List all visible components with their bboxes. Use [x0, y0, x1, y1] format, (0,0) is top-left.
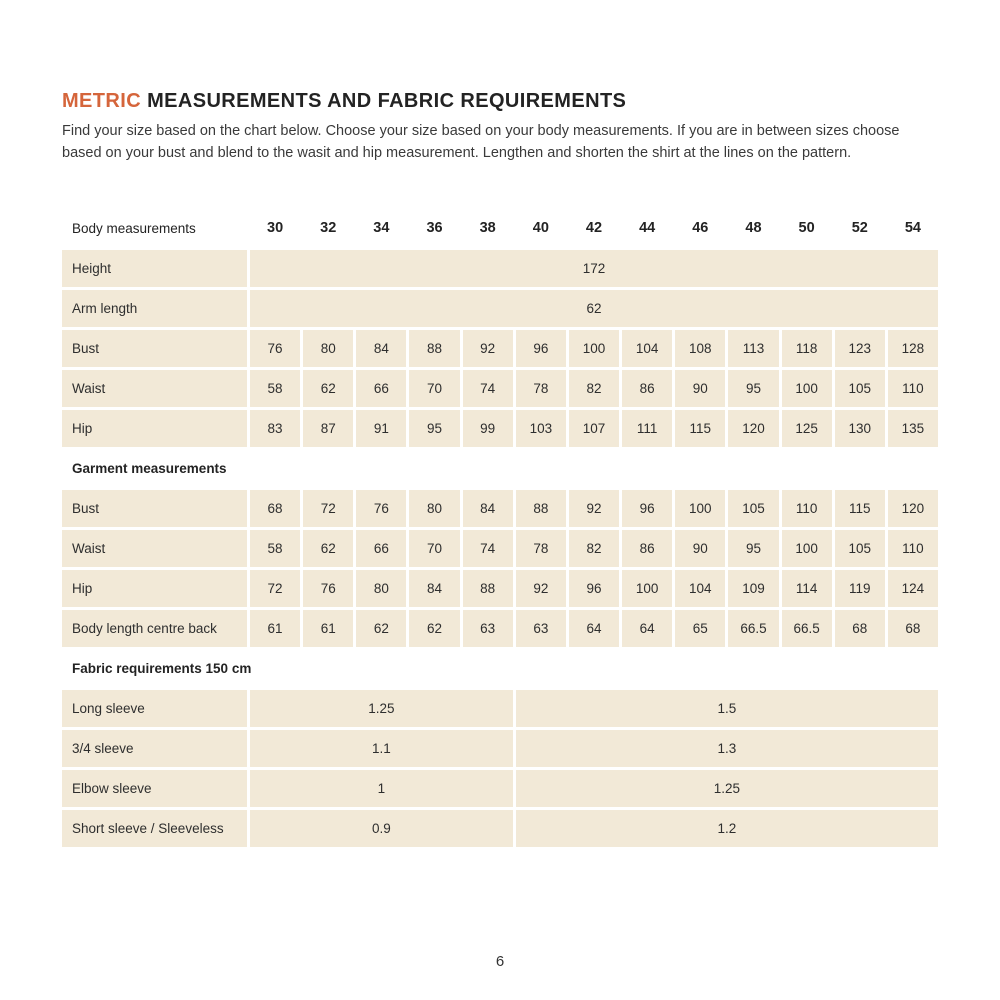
body-hip-value: 130	[835, 410, 885, 447]
page-title	[62, 90, 938, 113]
size-header-54: 54	[904, 220, 921, 236]
body-bust-value: 128	[888, 330, 938, 367]
garment-waist-value: 66	[356, 530, 406, 567]
three-quarter-sleeve-small-sizes-value: 1.1	[250, 730, 513, 767]
size-header-38: 38	[479, 220, 496, 236]
body-waist-value: 110	[888, 370, 938, 407]
garment-hip-value: 100	[622, 570, 672, 607]
body-bust-value: 84	[356, 330, 406, 367]
body-bust-value: 113	[728, 330, 778, 367]
body-hip-value: 87	[303, 410, 353, 447]
body-waist-value: 70	[409, 370, 459, 407]
garment-bust-value: 76	[356, 490, 406, 527]
body-hip-value: 91	[356, 410, 406, 447]
long-sleeve-small-sizes-value: 1.25	[250, 690, 513, 727]
garment-bust-value: 96	[622, 490, 672, 527]
garment-waist-value: 74	[463, 530, 513, 567]
garment-bust-value: 100	[675, 490, 725, 527]
body-length-value: 64	[622, 610, 672, 647]
size-header-46: 46	[692, 220, 709, 236]
row-label-garment-waist: Waist	[62, 530, 247, 567]
garment-bust-value: 120	[888, 490, 938, 527]
row-label-height: Height	[62, 250, 247, 287]
intro-line-1: Find your size based on the chart below. Choose your size based on your body measurements. If you are in between sizes choose	[62, 123, 900, 139]
page-title-rest: MEASUREMENTS AND FABRIC REQUIREMENTS	[147, 90, 627, 112]
size-header-34: 34	[373, 220, 390, 236]
intro-text	[62, 121, 938, 165]
body-waist-value: 82	[569, 370, 619, 407]
body-length-value: 68	[888, 610, 938, 647]
garment-hip-value: 88	[463, 570, 513, 607]
garment-hip-value: 80	[356, 570, 406, 607]
body-length-value: 61	[303, 610, 353, 647]
size-header-36: 36	[426, 220, 443, 236]
size-header-44: 44	[639, 220, 656, 236]
row-label-body-waist: Waist	[62, 370, 247, 407]
row-label-short-sleeve-sleeveless: Short sleeve / Sleeveless	[62, 810, 247, 847]
section-fabric-requirements: Fabric requirements 150 cm	[72, 660, 252, 676]
garment-hip-value: 124	[888, 570, 938, 607]
size-header-42: 42	[585, 220, 603, 236]
body-hip-value: 115	[675, 410, 725, 447]
garment-waist-value: 86	[622, 530, 672, 567]
body-waist-value: 86	[622, 370, 672, 407]
size-table	[62, 210, 938, 847]
long-sleeve-large-sizes-value: 1.5	[516, 690, 938, 727]
body-hip-value: 120	[728, 410, 778, 447]
short-sleeve-small-sizes-value: 0.9	[250, 810, 513, 847]
garment-hip-value: 92	[516, 570, 566, 607]
body-hip-value: 99	[463, 410, 513, 447]
garment-waist-value: 62	[303, 530, 353, 567]
garment-hip-value: 72	[250, 570, 300, 607]
garment-hip-value: 76	[303, 570, 353, 607]
body-waist-value: 78	[516, 370, 566, 407]
body-length-value: 65	[675, 610, 725, 647]
garment-hip-value: 96	[569, 570, 619, 607]
elbow-sleeve-small-sizes-value: 1	[250, 770, 513, 807]
row-label-long-sleeve: Long sleeve	[62, 690, 247, 727]
body-waist-value: 74	[463, 370, 513, 407]
row-label-elbow-sleeve: Elbow sleeve	[62, 770, 247, 807]
body-bust-value: 118	[782, 330, 832, 367]
body-waist-value: 62	[303, 370, 353, 407]
body-hip-value: 103	[516, 410, 566, 447]
size-header-30: 30	[267, 220, 284, 236]
garment-waist-value: 100	[782, 530, 832, 567]
three-quarter-sleeve-large-sizes-value: 1.3	[516, 730, 938, 767]
row-label-garment-bust: Bust	[62, 490, 247, 527]
body-length-value: 63	[463, 610, 513, 647]
row-label-body-bust: Bust	[62, 330, 247, 367]
garment-bust-value: 84	[463, 490, 513, 527]
body-length-value: 66.5	[782, 610, 832, 647]
row-label-garment-hip: Hip	[62, 570, 247, 607]
garment-waist-value: 78	[516, 530, 566, 567]
body-bust-value: 123	[835, 330, 885, 367]
body-waist-value: 95	[728, 370, 778, 407]
row-label-arm-length: Arm length	[62, 290, 247, 327]
arm-length-value: 62	[250, 290, 938, 327]
body-hip-value: 125	[782, 410, 832, 447]
body-hip-value: 111	[622, 410, 672, 447]
body-waist-value: 66	[356, 370, 406, 407]
size-header-32: 32	[320, 220, 337, 236]
garment-hip-value: 104	[675, 570, 725, 607]
garment-bust-value: 105	[728, 490, 778, 527]
row-label-three-quarter-sleeve: 3/4 sleeve	[62, 730, 247, 767]
body-bust-value: 76	[250, 330, 300, 367]
body-bust-value: 88	[409, 330, 459, 367]
garment-bust-value: 68	[250, 490, 300, 527]
garment-hip-value: 109	[728, 570, 778, 607]
garment-waist-value: 58	[250, 530, 300, 567]
body-bust-value: 108	[675, 330, 725, 367]
garment-waist-value: 110	[888, 530, 938, 567]
body-waist-value: 90	[675, 370, 725, 407]
body-length-value: 64	[569, 610, 619, 647]
elbow-sleeve-large-sizes-value: 1.25	[516, 770, 938, 807]
page-title-accent: METRIC	[62, 90, 142, 112]
body-length-value: 66.5	[728, 610, 778, 647]
garment-bust-value: 115	[835, 490, 885, 527]
body-hip-value: 135	[888, 410, 938, 447]
short-sleeve-large-sizes-value: 1.2	[516, 810, 938, 847]
garment-waist-value: 95	[728, 530, 778, 567]
body-bust-value: 92	[463, 330, 513, 367]
body-hip-value: 83	[250, 410, 300, 447]
body-bust-value: 100	[569, 330, 619, 367]
garment-bust-value: 92	[569, 490, 619, 527]
body-bust-value: 80	[303, 330, 353, 367]
garment-hip-value: 114	[782, 570, 832, 607]
garment-bust-value: 72	[303, 490, 353, 527]
size-header-48: 48	[745, 220, 762, 236]
body-bust-value: 104	[622, 330, 672, 367]
body-waist-value: 58	[250, 370, 300, 407]
garment-bust-value: 88	[516, 490, 566, 527]
body-length-value: 68	[835, 610, 885, 647]
body-hip-value: 107	[569, 410, 619, 447]
body-hip-value: 95	[409, 410, 459, 447]
body-waist-value: 105	[835, 370, 885, 407]
body-length-value: 61	[250, 610, 300, 647]
row-label-body-length-centre-back: Body length centre back	[62, 610, 247, 647]
body-bust-value: 96	[516, 330, 566, 367]
garment-waist-value: 105	[835, 530, 885, 567]
garment-waist-value: 70	[409, 530, 459, 567]
body-length-value: 62	[356, 610, 406, 647]
size-header-52: 52	[851, 220, 868, 236]
row-label-body-hip: Hip	[62, 410, 247, 447]
garment-waist-value: 82	[569, 530, 619, 567]
page-number: 6	[495, 953, 505, 970]
garment-bust-value: 80	[409, 490, 459, 527]
height-value: 172	[250, 250, 938, 287]
body-length-value: 62	[409, 610, 459, 647]
size-header-40: 40	[532, 220, 549, 236]
intro-line-2: based on your bust and blend to the wasit and hip measurement. Lengthen and shorten the shirt at the lines on the pattern.	[62, 144, 852, 161]
garment-hip-value: 119	[835, 570, 885, 607]
size-header-50: 50	[798, 220, 815, 236]
body-length-value: 63	[516, 610, 566, 647]
section-garment-measurements: Garment measurements	[72, 460, 227, 476]
garment-hip-value: 84	[409, 570, 459, 607]
column-header-body-measurements: Body measurements	[72, 220, 196, 236]
garment-bust-value: 110	[782, 490, 832, 527]
garment-waist-value: 90	[675, 530, 725, 567]
body-waist-value: 100	[782, 370, 832, 407]
